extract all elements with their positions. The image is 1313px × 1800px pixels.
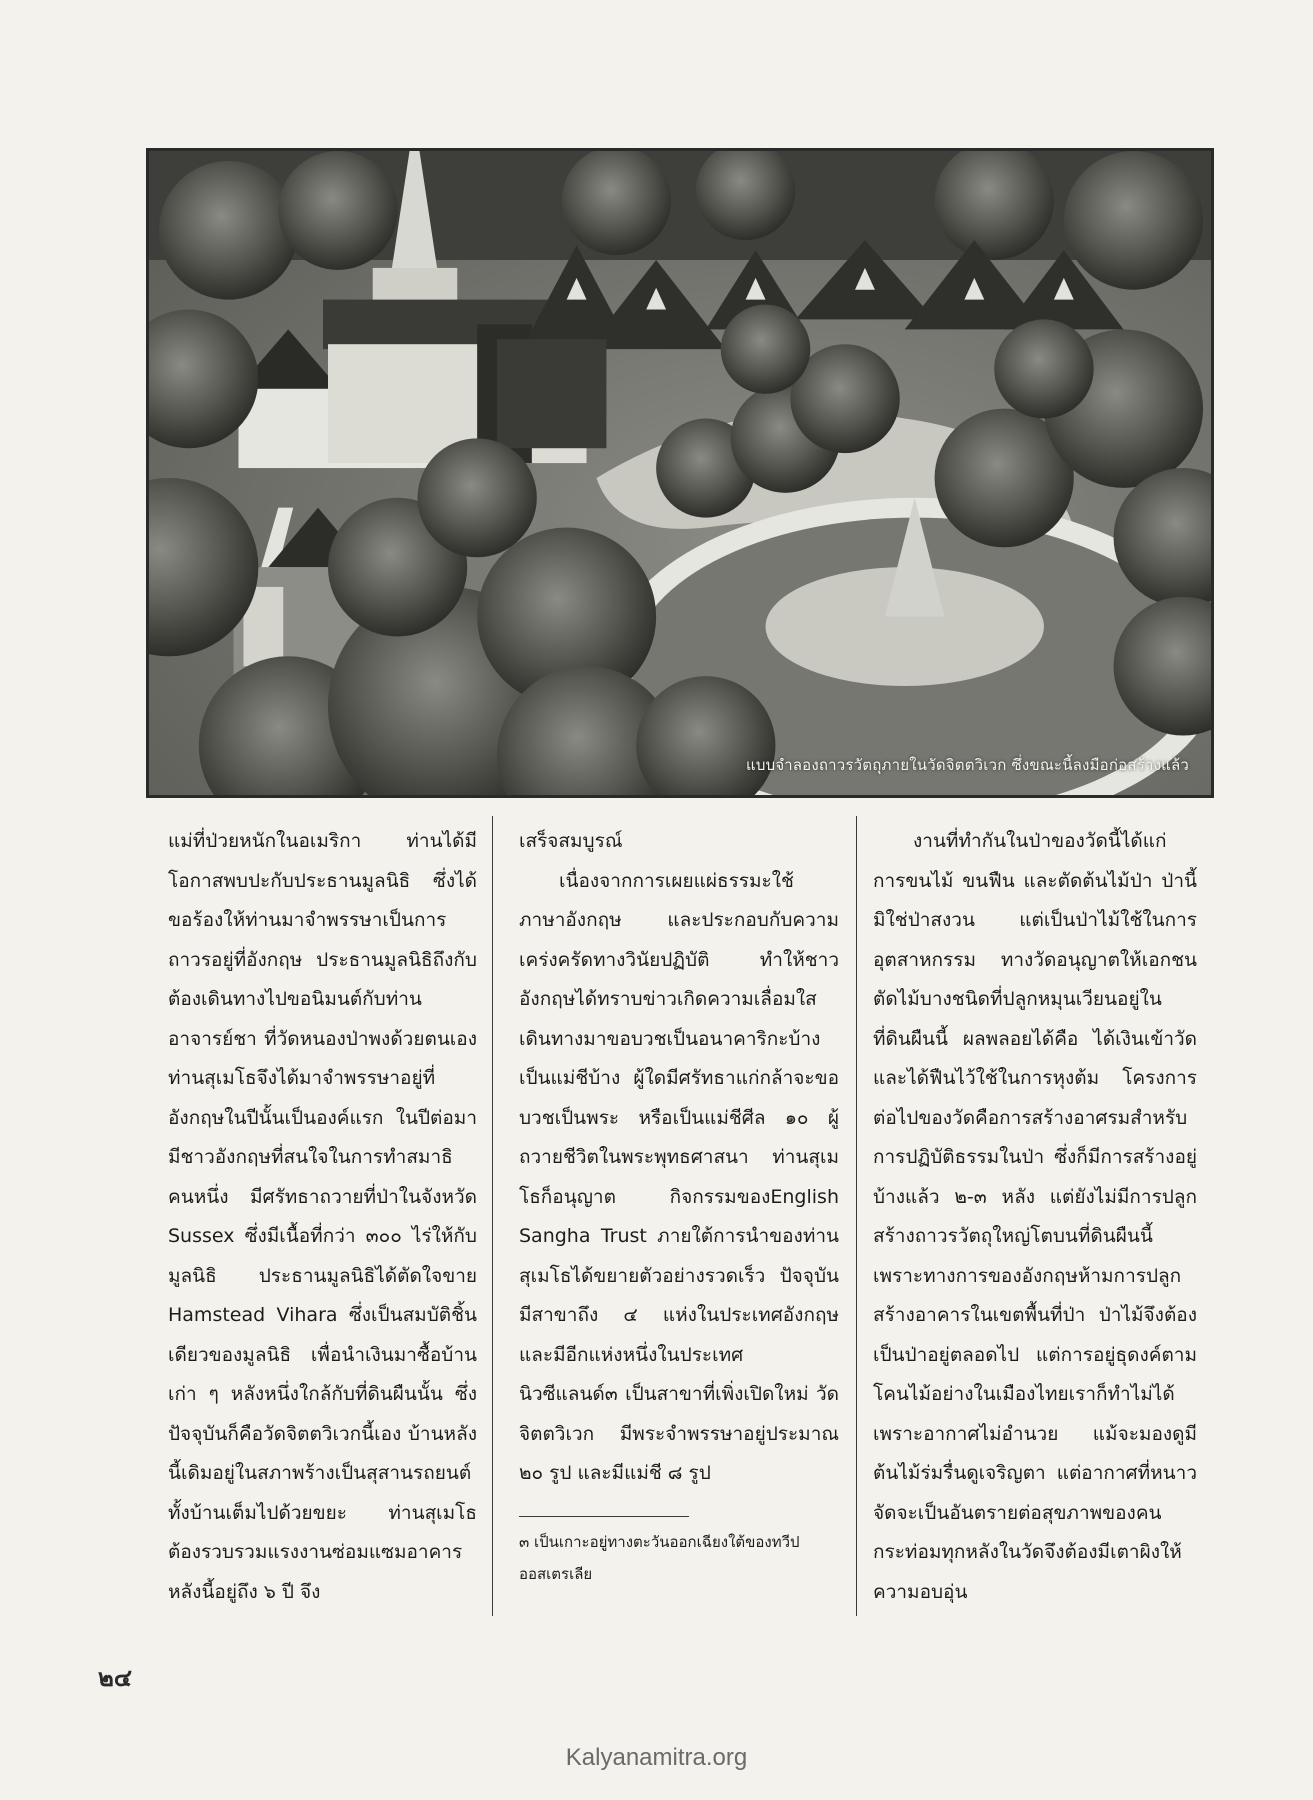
text-column-2: [519, 822, 839, 1630]
photo-caption: แบบจำลองถาวรวัตถุภายในวัดจิตตวิเวก ซึ่งขณะนี้ลงมือก่อสร้างแล้ว: [746, 756, 1189, 774]
paragraph: เสร็จสมบูรณ์: [519, 830, 623, 852]
paragraph: แม่ที่ป่วยหนักในอเมริกา ท่านได้มีโอกาสพบปะกับประธานมูลนิธิ ซึ่งได้ขอร้องให้ท่านมาจำพรรษาเป็นการถาวรอยู่ที่อังกฤษ ประธานมูลนิธิถึงกับต้องเดินทางไปขอนิมนต์กับท่านอาจารย์ชา ที่วัดหนองป่าพงด้วยตนเอง ท่านสุเมโธจึงได้มาจำพรรษาอยู่ที่อังกฤษในปีนั้นเป็นองค์แรก ในปีต่อมามีชาวอังกฤษที่สนใจในการทำสมาธิคนหนึ่ง มีศรัทธาถวายที่ป่าในจังหวัด Sussex ซึ่งมีเนื้อที่กว่า ๓๐๐ ไร่ให้กับมูลนิธิ ประธานมูลนิธิได้ตัดใจขาย Hamstead Vihara ซึ่งเป็นสมบัติชิ้นเดียวของมูลนิธิ เพื่อนำเงินมาซื้อบ้านเก่า ๆ หลังหนึ่งใกล้กับที่ดินผืนนั้น ซึ่งปัจจุบันก็คือวัดจิตตวิเวกนี้เอง บ้านหลังนี้เดิมอยู่ในสภาพร้างเป็นสุสานรถยนต์ ทั้งบ้านเต็มไปด้วยขยะ ท่านสุเมโธ ต้องรวบรวมแรงงานซ่อมแซมอาคารหลังนี้อยู่ถึง ๖ ปี จึง: [168, 830, 477, 1603]
model-photo: [146, 148, 1214, 798]
footnote: ๓ เป็นเกาะอยู่ทางตะวันออกเฉียงใต้ของทวีปออสเตรเลีย: [519, 1533, 800, 1583]
text-column-1: [168, 822, 477, 1630]
footnote-rule: [519, 1516, 689, 1517]
model-photo-image: [149, 151, 1211, 795]
site-watermark: Kalyanamitra.org: [565, 1744, 748, 1771]
text-column-3: [873, 822, 1197, 1630]
column-divider: [856, 816, 857, 1616]
paragraph: เนื่องจากการเผยแผ่ธรรมะใช้ภาษาอังกฤษ และประกอบกับความเคร่งครัดทางวินัยปฏิบัติ ทำให้ชาวอังกฤษได้ทราบข่าวเกิดความเลื่อมใสเดินทางมาขอบวชเป็นอนาคาริกะบ้าง เป็นแม่ชีบ้าง ผู้ใดมีศรัทธาแก่กล้าจะขอบวชเป็นพระ หรือเป็นแม่ชีศีล ๑๐ ผู้ถวายชีวิตในพระพุทธศาสนา ท่านสุเมโธก็อนุญาต กิจกรรมของEnglish Sangha Trust ภายใต้การนำของท่านสุเมโธได้ขยายตัวอย่างรวดเร็ว ปัจจุบันมีสาขาถึง ๔ แห่งในประเทศอังกฤษ และมีอีกแห่งหนึ่งในประเทศนิวซีแลนด์๓ เป็นสาขาที่เพิ่งเปิดใหม่ วัดจิตตวิเวก มีพระจำพรรษาอยู่ประมาณ ๒๐ รูป และมีแม่ชี ๘ รูป: [519, 869, 839, 1484]
paragraph: งานที่ทำกันในป่าของวัดนี้ได้แก่การขนไม้ ขนฟืน และตัดต้นไม้ป่า ป่านี้มิใช่ป่าสงวน แต่เป็นป่าไม้ใช้ในการอุตสาหกรรม ทางวัดอนุญาตให้เอกชนตัดไม้บางชนิดที่ปลูกหมุนเวียนอยู่ในที่ดินผืนนี้ ผลพลอยได้คือ ได้เงินเข้าวัดและได้ฟืนไว้ใช้ในการหุงต้ม โครงการต่อไปของวัดคือการสร้างอาศรมสำหรับการปฏิบัติธรรมในป่า ซึ่งก็มีการสร้างอยู่บ้างแล้ว ๒-๓ หลัง แต่ยังไม่มีการปลูกสร้างถาวรวัตถุใหญ่โตบนที่ดินผืนนี้ เพราะทางการของอังกฤษห้ามการปลูกสร้างอาคารในเขตพื้นที่ป่า ป่าไม้จึงต้องเป็นป่าอยู่ตลอดไป แต่การอยู่ธุดงค์ตามโคนไม้อย่างในเมืองไทยเราก็ทำไม่ได้ เพราะอากาศไม่อำนวย แม้จะมองดูมีต้นไม้ร่มรื่นดูเจริญตา แต่อากาศที่หนาวจัดจะเป็นอันตรายต่อสุขภาพของคน กระท่อมทุกหลังในวัดจึงต้องมีเตาผิงให้ความอบอุ่น: [873, 830, 1197, 1603]
column-divider: [492, 816, 493, 1616]
page-number: ๒๔: [98, 1664, 132, 1692]
